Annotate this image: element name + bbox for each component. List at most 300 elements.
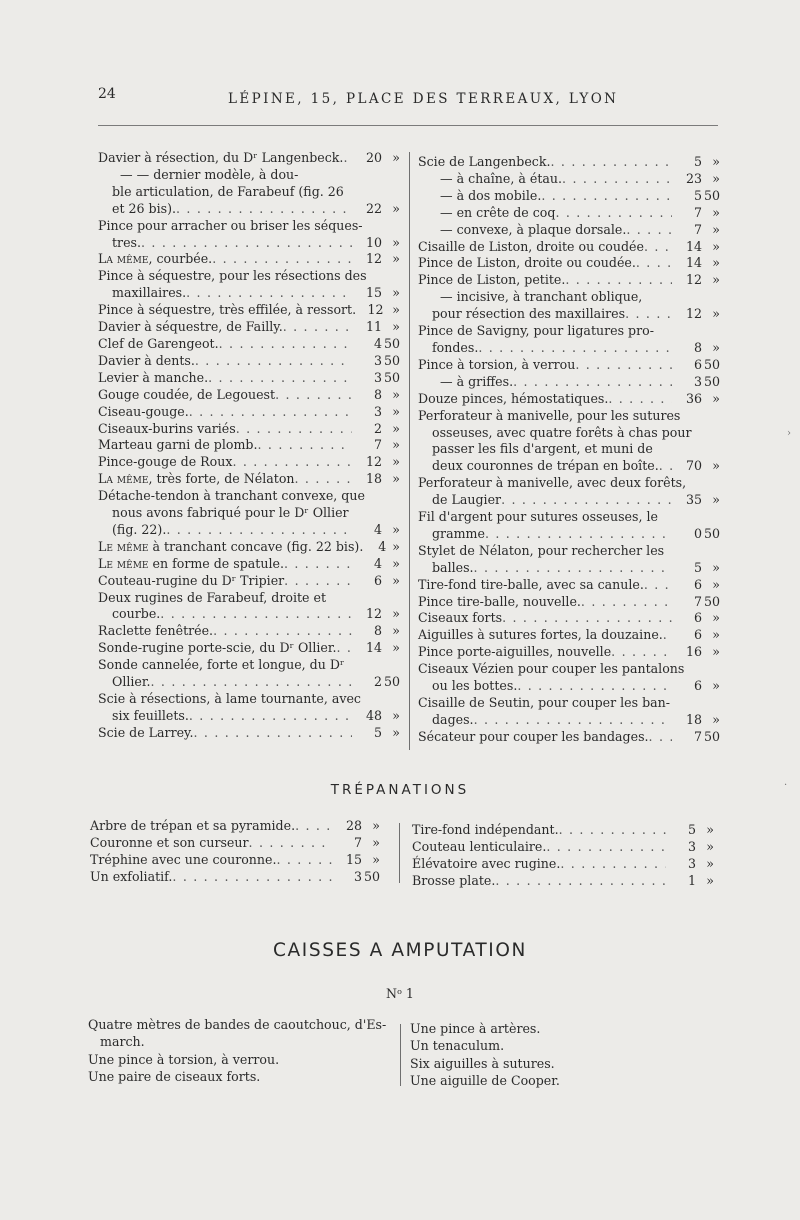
- price-francs: 6: [693, 627, 702, 643]
- price-entry: [98, 657, 400, 691]
- price-francs: 3: [353, 868, 362, 884]
- price-francs: 12: [365, 251, 382, 267]
- dot-leader: [513, 374, 672, 391]
- price-entry: [98, 251, 400, 268]
- dot-leader: [249, 835, 332, 852]
- price-francs: 20: [365, 150, 382, 165]
- price-francs: 4: [373, 521, 382, 537]
- entry-text: deux couronnes de trépan en boîte.: [432, 458, 659, 474]
- dot-leader: [565, 272, 672, 289]
- price-francs: 8: [693, 339, 702, 355]
- price-entry: [418, 644, 720, 661]
- entry-text: — — dernier modèle, à dou-: [120, 166, 299, 182]
- price-entry: [418, 475, 720, 509]
- price-entry: [98, 590, 400, 624]
- entry-text: Clef de Garengeot.: [98, 335, 219, 351]
- price-cents: »: [372, 834, 380, 850]
- entry-text: gramme: [432, 525, 485, 541]
- price-cents: »: [712, 559, 720, 575]
- entry-text: (fig. 22).: [112, 521, 167, 537]
- price-entry: [418, 239, 720, 256]
- price-cents: »: [706, 855, 714, 871]
- caisses-number: Nᵒ 1: [386, 986, 414, 1001]
- entry-text: Cisaille de Liston, droite ou coudée: [418, 238, 644, 254]
- dot-leader: [275, 387, 352, 404]
- entry-text: Davier à séquestre, de Failly.: [98, 319, 283, 335]
- dot-leader: [258, 437, 353, 454]
- price-entry: [418, 205, 720, 222]
- dot-leader: [555, 205, 672, 222]
- dot-leader: [502, 610, 672, 627]
- dot-leader: [541, 188, 672, 205]
- dot-leader: [611, 644, 672, 661]
- price-cents: »: [392, 403, 400, 419]
- price-entry: [418, 357, 720, 374]
- price-entry: [90, 818, 380, 835]
- entry-text: Ciseaux forts: [418, 610, 503, 626]
- left-price-list: [98, 150, 400, 742]
- entry-text: Ollier.: [112, 674, 151, 690]
- price-cents: »: [392, 420, 400, 436]
- price-cents: »: [392, 538, 400, 554]
- price-cents: »: [392, 521, 400, 537]
- entry-text: Deux rugines de Farabeuf, droite et: [98, 589, 327, 605]
- entry-text: Fil d'argent pour sutures osseuses, le: [418, 509, 658, 525]
- price-francs: 7: [373, 437, 382, 453]
- dot-leader: [608, 391, 672, 408]
- price-cents: »: [392, 285, 400, 301]
- price-cents: »: [712, 492, 720, 508]
- entry-text: Ciseaux Vézien pour couper les pantalons: [418, 661, 685, 677]
- entry-text: — en crête de coq: [440, 204, 556, 220]
- price-francs: 12: [367, 302, 384, 318]
- dot-leader: [195, 353, 352, 370]
- entry-text: fondes.: [432, 339, 479, 355]
- entry-text: Cisaille de Seutin, pour couper les ban-: [418, 695, 671, 710]
- dot-leader: [559, 822, 666, 839]
- dot-leader: [236, 421, 352, 438]
- entry-text: Couronne et son curseur: [90, 834, 249, 850]
- dot-leader: [575, 357, 672, 374]
- price-francs: 7: [693, 593, 702, 609]
- price-francs: 6: [373, 572, 382, 588]
- entry-text: courbe.: [112, 606, 161, 622]
- price-francs: 5: [373, 724, 382, 740]
- price-entry: [98, 370, 400, 387]
- price-francs: 8: [373, 623, 382, 639]
- price-francs: 12: [365, 454, 382, 470]
- price-entry: [98, 218, 400, 252]
- entry-text: maxillaires.: [112, 285, 187, 301]
- price-cents: 50: [703, 728, 720, 744]
- page-number: 24: [98, 86, 116, 102]
- price-francs: 14: [685, 238, 702, 254]
- price-entry: [98, 421, 400, 438]
- price-cents: »: [712, 221, 720, 237]
- entry-text: Brosse plate.: [412, 872, 496, 888]
- entry-text: Couteau lenticulaire.: [412, 838, 547, 854]
- price-cents: »: [712, 711, 720, 727]
- entry-text: ou les bottes.: [432, 678, 518, 694]
- caisses-divider: [400, 1024, 401, 1086]
- dot-leader: [295, 818, 332, 835]
- price-entry: [418, 171, 720, 188]
- price-cents: »: [712, 204, 720, 220]
- price-cents: »: [712, 154, 720, 169]
- price-francs: 3: [373, 403, 382, 419]
- item-line: Une pince à artères.: [410, 1021, 541, 1036]
- entry-text: Scie à résections, à lame tournante, avec: [98, 691, 361, 706]
- margin-mark: ·: [784, 780, 788, 791]
- price-francs: 11: [365, 319, 382, 335]
- price-entry: [418, 509, 720, 543]
- price-entry: [418, 154, 720, 171]
- price-francs: 23: [685, 170, 702, 186]
- entry-text: Ciseau-gouge.: [98, 403, 189, 419]
- entry-text: passer les fils d'argent, et muni de: [432, 441, 653, 457]
- entry-text: Stylet de Nélaton, pour rechercher les: [418, 542, 665, 558]
- entry-text: Davier à résection, du Dʳ Langenbeck.: [98, 150, 344, 165]
- entry-text: balles.: [432, 559, 474, 575]
- entry-text: Pince tire-balle, nouvelle.: [418, 593, 581, 609]
- price-cents: »: [392, 200, 400, 216]
- entry-text: Pince de Liston, petite.: [418, 272, 566, 288]
- price-cents: »: [392, 454, 400, 470]
- price-cents: »: [712, 306, 720, 322]
- dot-leader: [336, 640, 352, 657]
- entry-text: Pince à séquestre, très effilée, à ressort.: [98, 302, 357, 318]
- price-cents: 50: [383, 352, 400, 368]
- price-francs: 16: [685, 644, 702, 660]
- price-francs: 4: [373, 335, 382, 351]
- entry-text: — à griffes.: [440, 373, 514, 389]
- price-entry: [412, 822, 714, 839]
- price-cents: »: [392, 251, 400, 267]
- price-cents: »: [392, 640, 400, 656]
- price-entry: [418, 729, 720, 746]
- entry-text: Pince à torsion, à verrou: [418, 356, 576, 372]
- dot-leader: [474, 712, 672, 729]
- entry-text: Arbre de trépan et sa pyramide.: [90, 818, 296, 833]
- price-entry: [418, 543, 720, 577]
- entry-text: Pince porte-aiguilles, nouvelle: [418, 644, 612, 660]
- dot-leader: [343, 150, 352, 167]
- price-cents: 50: [383, 335, 400, 351]
- price-francs: 5: [693, 559, 702, 575]
- price-cents: »: [392, 150, 400, 165]
- caisses-left-list: [88, 1016, 388, 1085]
- price-cents: 50: [703, 373, 720, 389]
- price-francs: 6: [693, 610, 702, 626]
- price-francs: 5: [693, 154, 702, 169]
- price-entry: [418, 661, 720, 695]
- price-entry: [418, 577, 720, 594]
- entry-text: Levier à manche.: [98, 369, 209, 385]
- price-francs: 5: [693, 187, 702, 203]
- price-cents: »: [706, 822, 714, 837]
- price-francs: 6: [693, 576, 702, 592]
- dot-leader: [283, 319, 352, 336]
- price-cents: »: [712, 390, 720, 406]
- price-francs: 12: [365, 606, 382, 622]
- entry-text: Couteau-rugine du Dʳ Tripier: [98, 572, 285, 588]
- item-line: Six aiguilles à sutures.: [410, 1055, 555, 1071]
- price-cents: »: [712, 238, 720, 254]
- price-francs: 18: [365, 471, 382, 487]
- dot-leader: [495, 873, 666, 890]
- dot-leader: [474, 560, 672, 577]
- dot-leader: [626, 222, 672, 239]
- price-entry: [98, 353, 400, 370]
- entry-text: Le même à tranchant concave (fig. 22 bis).: [98, 538, 364, 554]
- entry-text: de Laugier: [432, 492, 502, 508]
- price-cents: »: [372, 851, 380, 867]
- entry-text: Pince pour arracher ou briser les séques-: [98, 217, 363, 233]
- margin-mark: ›: [787, 428, 791, 439]
- price-francs: 0: [693, 525, 702, 541]
- price-entry: [98, 488, 400, 539]
- dot-leader: [160, 606, 352, 623]
- price-entry: [418, 374, 720, 391]
- price-francs: 4: [378, 538, 387, 554]
- price-entry: [98, 691, 400, 725]
- entry-text: Ciseaux-burins variés: [98, 420, 236, 436]
- dot-leader: [212, 251, 352, 268]
- dot-leader: [562, 171, 672, 188]
- price-entry: [418, 391, 720, 408]
- entry-text: Scie de Langenbeck.: [418, 154, 551, 169]
- price-cents: »: [372, 818, 380, 833]
- price-entry: [418, 408, 720, 476]
- dot-leader: [517, 678, 672, 695]
- dot-leader: [194, 725, 353, 742]
- trepanations-divider: [399, 823, 400, 883]
- entry-text: Pince de Savigny, pour ligatures pro-: [418, 323, 654, 339]
- price-francs: 2: [373, 674, 382, 690]
- price-cents: 50: [703, 525, 720, 541]
- price-cents: »: [712, 272, 720, 288]
- price-francs: 1: [687, 872, 696, 888]
- price-francs: 15: [345, 851, 362, 867]
- entry-text: nous avons fabriqué pour le Dʳ Ollier: [112, 505, 349, 521]
- price-cents: »: [392, 572, 400, 588]
- price-entry: [98, 623, 400, 640]
- price-francs: 7: [693, 728, 702, 744]
- trepanations-left-list: [90, 818, 380, 886]
- entry-text: Douze pinces, hémostatiques.: [418, 390, 609, 406]
- price-entry: [98, 167, 400, 218]
- item-line: march.: [100, 1034, 145, 1050]
- entry-text: Sonde cannelée, forte et longue, du Dʳ: [98, 657, 345, 673]
- dot-leader: [172, 869, 332, 886]
- entry-text: dages.: [432, 711, 474, 727]
- price-entry: [98, 319, 400, 336]
- price-francs: 22: [365, 200, 382, 216]
- price-francs: 36: [685, 390, 702, 406]
- entry-text: Davier à dents.: [98, 352, 195, 368]
- price-entry: [98, 573, 400, 590]
- dot-leader: [189, 404, 352, 421]
- entry-text: — convexe, à plaque dorsale.: [440, 221, 627, 237]
- price-francs: 3: [373, 352, 382, 368]
- price-entry: [98, 404, 400, 421]
- price-entry: [98, 268, 400, 302]
- price-cents: »: [712, 644, 720, 660]
- entry-text: La même, courbée.: [98, 251, 213, 267]
- price-francs: 12: [685, 306, 702, 322]
- column-divider: [409, 152, 410, 750]
- dot-leader: [295, 471, 352, 488]
- price-francs: 35: [685, 492, 702, 508]
- entry-text: — incisive, à tranchant oblique,: [440, 289, 643, 305]
- entry-text: Aiguilles à sutures fortes, la douzaine.: [418, 627, 663, 643]
- price-entry: [98, 302, 400, 319]
- price-entry: [412, 856, 714, 873]
- caisses-right-list: [410, 1020, 710, 1089]
- price-francs: 8: [373, 386, 382, 402]
- price-entry: [98, 437, 400, 454]
- price-entry: [98, 336, 400, 353]
- price-francs: 7: [693, 204, 702, 220]
- price-entry: [98, 539, 400, 556]
- entry-text: Tire-fond tire-balle, avec sa canule.: [418, 576, 644, 592]
- price-entry: [412, 839, 714, 856]
- entry-text: Élévatoire avec rugine.: [412, 855, 561, 871]
- price-entry: [418, 222, 720, 239]
- price-entry: [418, 323, 720, 357]
- price-entry: [98, 725, 400, 742]
- price-francs: 48: [365, 707, 382, 723]
- dot-leader: [219, 336, 352, 353]
- price-francs: 12: [685, 272, 702, 288]
- header-rule: [98, 125, 718, 126]
- price-francs: 15: [365, 285, 382, 301]
- price-entry: [418, 272, 720, 289]
- dot-leader: [501, 492, 672, 509]
- price-entry: [418, 627, 720, 644]
- entry-text: Tréphine avec une couronne.: [90, 851, 277, 867]
- entry-text: Gouge coudée, de Legouest: [98, 386, 276, 402]
- dot-leader: [485, 526, 672, 543]
- price-cents: 50: [703, 593, 720, 609]
- price-cents: »: [392, 319, 400, 335]
- entry-text: pour résection des maxillaires: [432, 306, 626, 322]
- price-entry: [98, 387, 400, 404]
- entry-text: Scie de Larrey.: [98, 724, 194, 740]
- price-cents: »: [712, 458, 720, 474]
- price-francs: 7: [353, 834, 362, 850]
- price-entry: [418, 188, 720, 205]
- item-line: Une aiguille de Cooper.: [410, 1072, 560, 1088]
- dot-leader: [644, 577, 672, 594]
- price-cents: »: [712, 170, 720, 186]
- price-francs: 3: [687, 855, 696, 871]
- price-entry: [90, 869, 380, 886]
- trepanations-right-list: [412, 822, 714, 890]
- price-francs: 14: [685, 255, 702, 271]
- price-cents: »: [392, 437, 400, 453]
- dot-leader: [478, 340, 672, 357]
- entry-text: Sonde-rugine porte-scie, du Dʳ Ollier.: [98, 640, 337, 656]
- price-cents: »: [712, 678, 720, 694]
- entry-text: — à chaîne, à étau.: [440, 170, 563, 186]
- entry-text: Pince de Liston, droite ou coudée.: [418, 255, 636, 271]
- price-cents: »: [392, 623, 400, 639]
- price-francs: 28: [345, 818, 362, 833]
- price-francs: 3: [693, 373, 702, 389]
- price-entry: [418, 610, 720, 627]
- price-cents: 50: [383, 369, 400, 385]
- price-cents: »: [712, 627, 720, 643]
- dot-leader: [284, 573, 352, 590]
- price-francs: 6: [693, 356, 702, 372]
- price-entry: [90, 852, 380, 869]
- dot-leader: [636, 255, 672, 272]
- price-cents: 50: [703, 187, 720, 203]
- price-entry: [90, 835, 380, 852]
- dot-leader: [166, 522, 352, 539]
- item-line: Quatre mètres de bandes de caoutchouc, d'Es-: [88, 1017, 387, 1032]
- entry-text: Raclette fenêtrée.: [98, 623, 214, 639]
- entry-text: Sécateur pour couper les bandages.: [418, 728, 649, 744]
- entry-text: Pince à séquestre, pour les résections des: [98, 268, 367, 284]
- price-cents: »: [392, 707, 400, 723]
- right-price-list: [418, 154, 720, 746]
- price-francs: 6: [693, 678, 702, 694]
- price-entry: [98, 556, 400, 573]
- price-francs: 2: [373, 420, 382, 436]
- entry-text: osseuses, avec quatre forêts à chas pour: [432, 424, 692, 440]
- price-francs: 5: [687, 822, 696, 837]
- entry-text: Perforateur à manivelle, pour les sutures: [418, 407, 681, 423]
- caisses-heading: CAISSES A AMPUTATION: [273, 940, 527, 961]
- dot-leader: [186, 285, 352, 302]
- price-cents: »: [712, 610, 720, 626]
- entry-text: Perforateur à manivelle, avec deux forêts,: [418, 475, 687, 491]
- entry-text: Marteau garni de plomb.: [98, 437, 258, 453]
- entry-text: et 26 bis).: [112, 200, 177, 216]
- trepanations-heading: TRÉPANATIONS: [330, 782, 470, 798]
- price-cents: »: [712, 339, 720, 355]
- price-cents: »: [392, 724, 400, 740]
- dot-leader: [649, 729, 672, 746]
- entry-text: six feuillets.: [112, 707, 189, 723]
- price-francs: 3: [373, 369, 382, 385]
- dot-leader: [663, 627, 672, 644]
- dot-leader: [141, 235, 352, 252]
- price-francs: 4: [373, 555, 382, 571]
- entry-text: Un exfoliatif.: [90, 868, 173, 884]
- dot-leader: [546, 839, 666, 856]
- item-line: Une pince à torsion, à verrou.: [88, 1051, 280, 1067]
- price-cents: »: [712, 576, 720, 592]
- price-entry: [98, 640, 400, 657]
- entry-text: Détache-tendon à tranchant convexe, que: [98, 488, 365, 504]
- price-cents: 50: [703, 356, 720, 372]
- dot-leader: [176, 201, 352, 218]
- dot-leader: [151, 674, 352, 691]
- price-entry: [418, 255, 720, 272]
- price-entry: [418, 695, 720, 729]
- price-entry: [412, 873, 714, 890]
- price-francs: 7: [693, 221, 702, 237]
- price-entry: [98, 454, 400, 471]
- price-cents: »: [392, 555, 400, 571]
- dot-leader: [581, 594, 672, 611]
- dot-leader: [284, 556, 352, 573]
- dot-leader: [276, 852, 332, 869]
- price-francs: 18: [685, 711, 702, 727]
